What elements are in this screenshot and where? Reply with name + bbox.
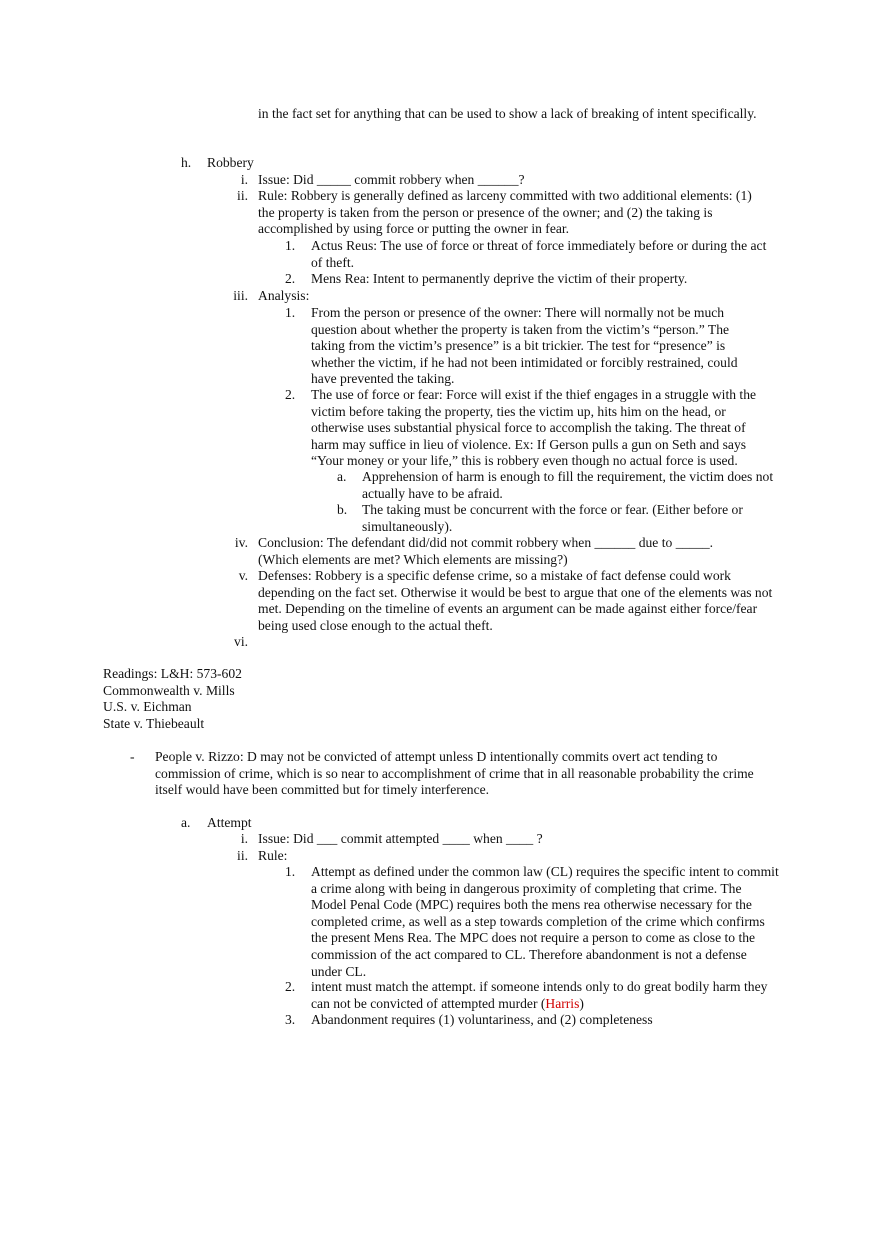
readings-case: State v. Thiebeault <box>103 716 205 731</box>
robbery-marker: h. <box>181 155 192 170</box>
rule-item-mens-rea: Mens Rea: Intent to permanently deprive the victim of their property. <box>311 271 688 286</box>
analysis-sub-marker: a. <box>337 469 347 484</box>
readings-case: U.S. v. Eichman <box>103 699 192 714</box>
rule-item-marker: 1. <box>285 238 296 253</box>
robbery-conclusion: Conclusion: The defendant did/did not commit robbery when ______ due to _____. (Which elements are met? Which elements are missing?) <box>258 535 714 567</box>
intent-text: intent must match the attempt. if someone intends only to do great bodily harm they can not be convicted of attempted murder ( <box>311 979 768 1011</box>
robbery-rule: Rule: Robbery is generally defined as larceny committed with two additional elements: (1) the property is taken from the person or presence of the owner; and (2) the taking is accomplished by using force or putting the owner in fear. <box>258 188 752 237</box>
analysis-item-marker: 2. <box>285 387 296 402</box>
analysis-item-marker: 1. <box>285 305 296 320</box>
close-paren: ) <box>579 995 584 1011</box>
rule-item-actus-reus: Actus Reus: The use of force or threat of force immediately before or during the act of theft. <box>311 238 767 270</box>
robbery-defenses: Defenses: Robbery is a specific defense crime, so a mistake of fact defense could work depending on the fact set. Otherwise it would be best to argue that one of the elements was not met. Depending on the timeline of events an argument can be made against either force/fear being used close enough to the actual theft. <box>258 568 773 633</box>
attempt-rule-item-marker: 2. <box>285 979 296 994</box>
attempt-rule-item-marker: 3. <box>285 1012 296 1027</box>
attempt-rule-label: Rule: <box>258 848 288 863</box>
continuation-paragraph: in the fact set for anything that can be used to show a lack of breaking of intent specifically. <box>258 106 757 121</box>
attempt-rule-item-definition: Attempt as defined under the common law (CL) requires the specific intent to commit a crime along with being in dangerous proximity of completing that crime. The Model Penal Code (MPC) requires both the mens rea otherwise necessary for the completed crime, as well as a step towards completion of the crime which confirms the present Mens Rea. The MPC does not require a person to come as close to the commission of the act compared to CL. Therefore abandonment is not a defense under CL. <box>311 864 779 979</box>
attempt-rule-item-abandonment: Abandonment requires (1) voluntariness, and (2) completeness <box>311 1012 653 1027</box>
rizzo-paragraph: People v. Rizzo: D may not be convicted of attempt unless D intentionally commits overt act tending to commission of crime, which is so near to accomplishment of crime that in all reasonable probability the crime itself would have been committed but for timely interference. <box>155 749 754 798</box>
case-citation-harris: Harris <box>545 995 580 1011</box>
robbery-analysis-label: Analysis: <box>258 288 310 303</box>
rule-item-marker: 2. <box>285 271 296 286</box>
rizzo-bullet: - <box>130 749 135 764</box>
analysis-sub-concurrent: The taking must be concurrent with the force or fear. (Either before or simultaneously). <box>362 502 743 534</box>
attempt-rule-marker: ii. <box>237 848 248 863</box>
robbery-analysis-marker: iii. <box>233 288 248 303</box>
readings-case: Commonwealth v. Mills <box>103 683 235 698</box>
robbery-conclusion-marker: iv. <box>234 535 248 550</box>
attempt-marker: a. <box>181 815 191 830</box>
attempt-issue: Issue: Did ___ commit attempted ____ when ____ ? <box>258 831 543 846</box>
robbery-issue-marker: i. <box>240 172 248 187</box>
analysis-item-presence: From the person or presence of the owner: There will normally not be much question about whether the property is taken from the victim’s “person.” The taking from the victim’s presence” is a bit trickier. The test for “presence” is whether the victim, if he had not been intimidated or forcibly restrained, could have prevented the taking. <box>311 305 738 387</box>
attempt-rule-item-marker: 1. <box>285 864 296 879</box>
analysis-item-force-fear: The use of force or fear: Force will exist if the thief engages in a struggle with the victim before taking the property, ties the victim up, hits him on the head, or otherwise uses substantial physical force to accomplish the taking. The threat of harm may suffice in lieu of violence. Ex: If Gerson pulls a gun on Seth and says “Your money or your life,” this is robbery even though no actual force is used. <box>311 387 757 469</box>
robbery-defenses-marker: v. <box>238 568 248 583</box>
analysis-sub-apprehension: Apprehension of harm is enough to fill the requirement, the victim does not actually have to be afraid. <box>362 469 774 501</box>
attempt-rule-item-intent <box>311 979 771 1012</box>
analysis-sub-marker: b. <box>337 502 348 517</box>
attempt-heading: Attempt <box>207 815 252 830</box>
robbery-empty-marker: vi. <box>234 634 248 649</box>
robbery-issue: Issue: Did _____ commit robbery when ______? <box>258 172 525 187</box>
readings-line: Readings: L&H: 573-602 <box>103 666 242 681</box>
attempt-issue-marker: i. <box>240 831 248 846</box>
robbery-rule-marker: ii. <box>237 188 248 203</box>
robbery-heading: Robbery <box>207 155 254 170</box>
